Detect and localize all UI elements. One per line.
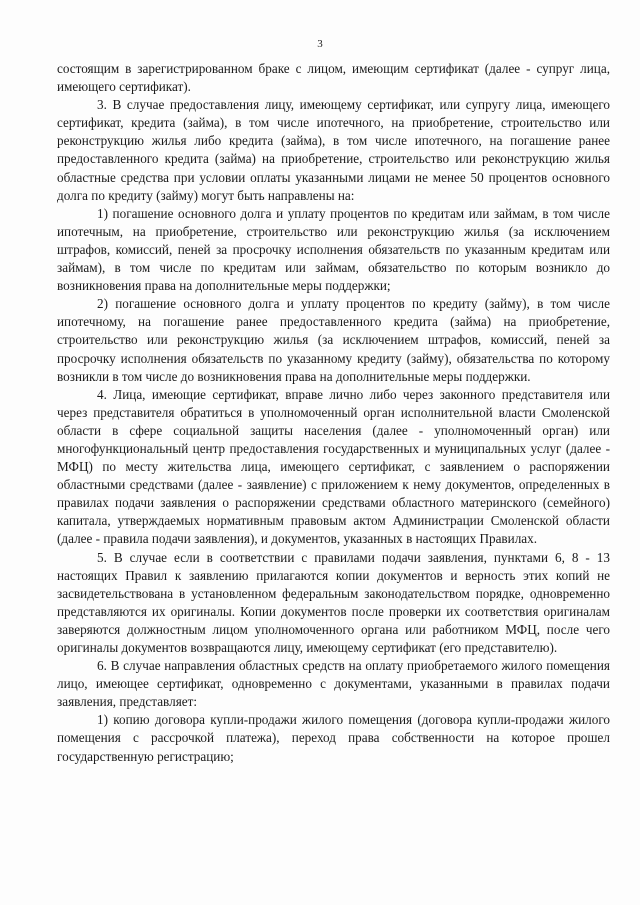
paragraph-continuation: состоящим в зарегистрированном браке с лицом, имеющим сертификат (далее - супруг лица, имеющего сертификат).	[57, 61, 610, 95]
paragraph-item-3: 3. В случае предоставления лицу, имеющему сертификат, или супругу лица, имеющего сертификат, кредита (займа), в том числе ипотечного, на приобретение, строительство или реконструкцию жилья либо кредита (займа), в том числе ипотечного, на погашение ранее предоставленного кредита (займа) на приобретение, строительство или реконструкцию жилья областные средства при условии оплаты указанными лицами не менее 50 процентов основного долга по кредиту (займу) могут быть направлены на:	[57, 97, 610, 203]
paragraph-subitem-3-2: 2) погашение основного долга и уплату процентов по кредиту (займу), в том числе ипотечному, на погашение ранее предоставленного кредита (займа) на приобретение, строительство или реконструкцию жилья (за исключением штрафов, комиссий, пеней за просрочку исполнения обязательств по указанному кредиту (займу), обязательства по которому возникли в том числе до возникновения права на дополнительные меры поддержки.	[57, 296, 610, 384]
page-number: 3	[317, 38, 323, 50]
paragraph-item-6: 6. В случае направления областных средств на оплату приобретаемого жилого помещения лицо, имеющее сертификат, одновременно с документами, указанными в правилах подачи заявления, представляет:	[57, 658, 610, 710]
document-body	[57, 60, 610, 766]
paragraph-item-5: 5. В случае если в соответствии с правилами подачи заявления, пунктами 6, 8 - 13 настоящих Правил к заявлению прилагаются копии документов и верность этих копий не засвидетельствована в установленном федеральным законодательством порядке, одновременно представляются их оригиналы. Копии документов после проверки их соответствия оригиналам заверяются должностным лицом уполномоченного органа или работником МФЦ, после чего оригиналы документов возвращаются лицу, имеющему сертификат (его представителю).	[57, 549, 610, 655]
paragraph-subitem-3-1: 1) погашение основного долга и уплату процентов по кредитам или займам, в том числе ипотечным, на приобретение, строительство или реконструкцию жилья (за исключением штрафов, комиссий, пеней за просрочку исполнения обязательств по указанным кредитам или займам), в том числе по кредитам или займам, обязательство по которым возникло до возникновения права на дополнительные меры поддержки;	[57, 205, 610, 294]
paragraph-subitem-6-1: 1) копию договора купли-продажи жилого помещения (договора купли-продажи жилого помещения с рассрочкой платежа), переход права собственности на которое прошел государственную регистрацию;	[57, 712, 610, 764]
paragraph-item-4: 4. Лица, имеющие сертификат, вправе лично либо через законного представителя или через представителя обратиться в уполномоченный орган исполнительной власти Смоленской области в сфере социальной защиты населения (далее - уполномоченный орган) или многофункциональный центр предоставления государственных и муниципальных услуг (далее - МФЦ) по месту жительства лица, имеющего сертификат, с заявлением о распоряжении областными средствами (далее - заявление) с приложением к нему документов, определенных в правилах подачи заявления о распоряжении средствами областного материнского (семейного) капитала, утверждаемых нормативным правовым актом Администрации Смоленской области (далее - правила подачи заявления), и документов, указанных в настоящих Правилах.	[57, 386, 610, 547]
